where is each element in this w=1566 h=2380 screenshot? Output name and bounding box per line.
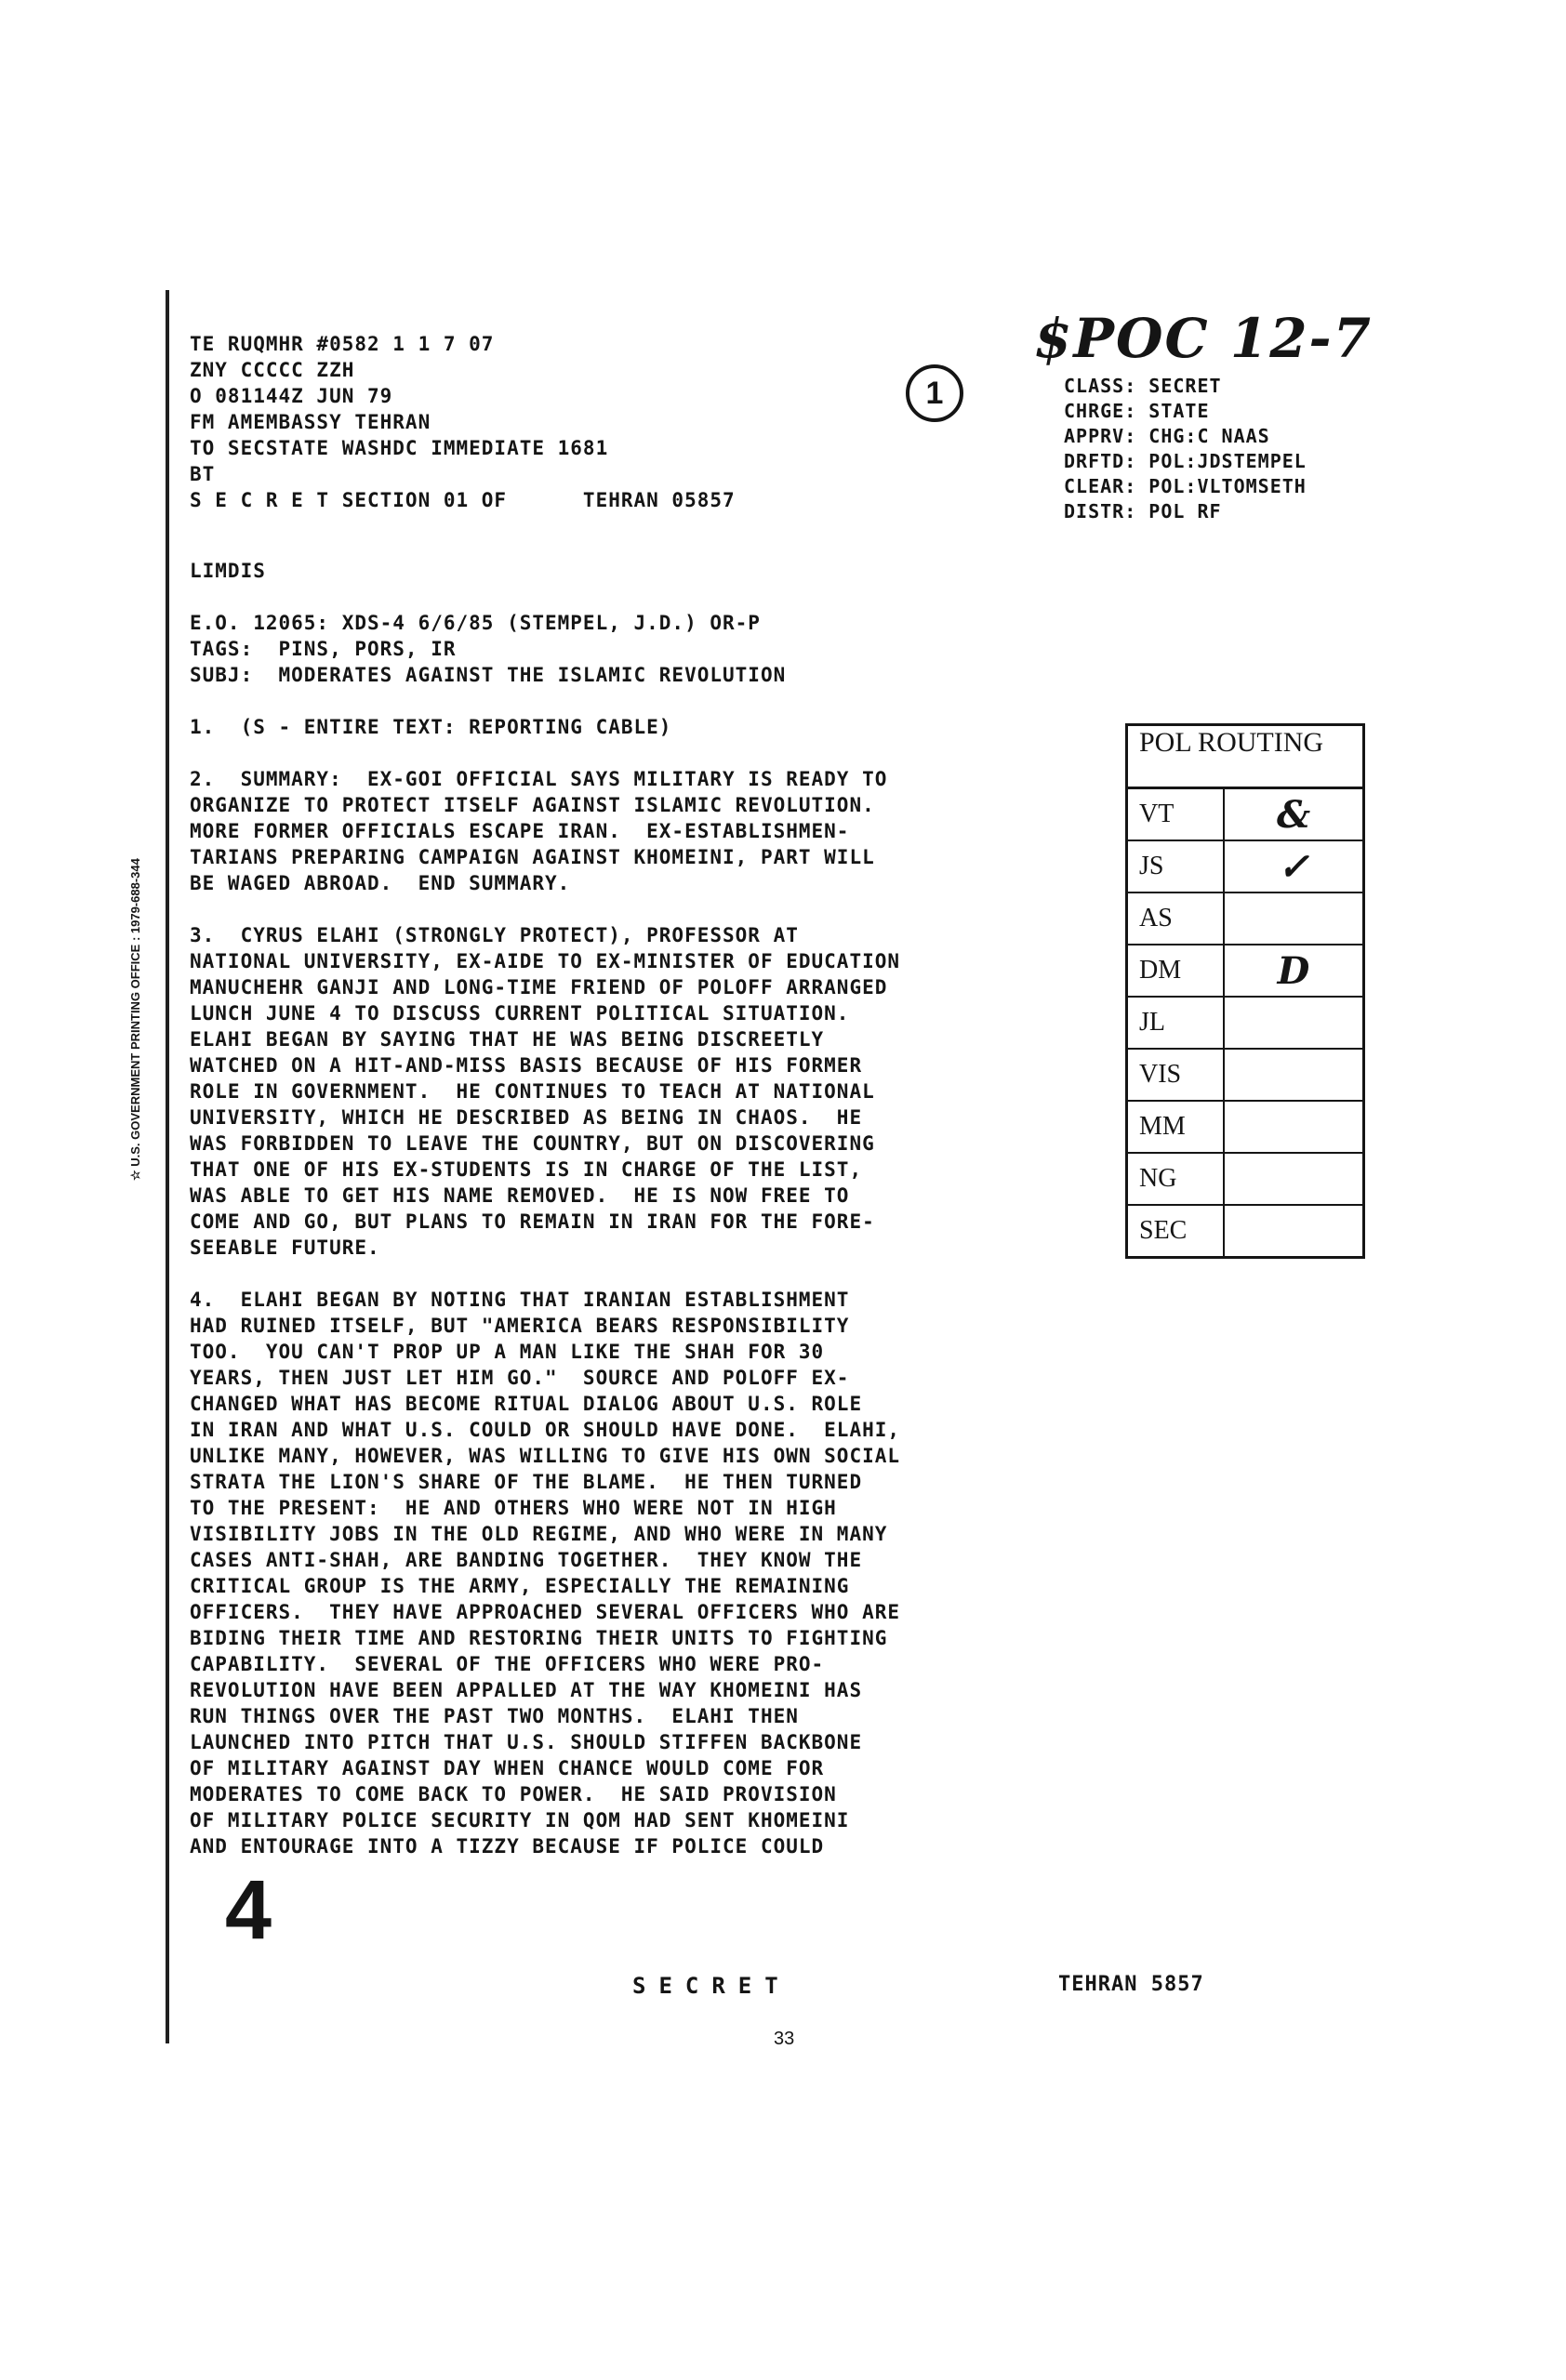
body-line: SUBJ: MODERATES AGAINST THE ISLAMIC REVOLUTION (190, 664, 787, 686)
routing-code: AS (1128, 893, 1225, 944)
routing-code: JL (1128, 998, 1225, 1048)
body-line: COME AND GO, BUT PLANS TO REMAIN IN IRAN FOR THE FORE- (190, 1210, 875, 1233)
pol-routing-box (1125, 723, 1365, 1259)
header-line: BT (190, 463, 216, 485)
routing-code: JS (1128, 841, 1225, 892)
routing-code: VIS (1128, 1050, 1225, 1100)
routing-initial-mark (1225, 998, 1362, 1048)
meta-line: DRFTD: POL:JDSTEMPEL (1064, 450, 1307, 472)
body-line: OFFICERS. THEY HAVE APPROACHED SEVERAL OFFICERS WHO ARE (190, 1601, 901, 1623)
routing-row (1128, 789, 1362, 841)
page-number: 33 (774, 2029, 795, 2049)
routing-initial-mark (1225, 893, 1362, 944)
routing-initial-mark (1225, 1154, 1362, 1204)
meta-line: CLASS: SECRET (1064, 375, 1222, 397)
body-line: NATIONAL UNIVERSITY, EX-AIDE TO EX-MINISTER OF EDUCATION (190, 950, 901, 972)
body-line: RUN THINGS OVER THE PAST TWO MONTHS. ELAHI THEN (190, 1705, 799, 1727)
body-line: AND ENTOURAGE INTO A TIZZY BECAUSE IF POLICE COULD (190, 1835, 825, 1858)
body-line: UNIVERSITY, WHICH HE DESCRIBED AS BEING IN CHAOS. HE (190, 1106, 863, 1129)
header-line: TE RUQMHR #0582 1 1 7 07 (190, 333, 495, 355)
routing-initial-mark: ✓ (1278, 844, 1309, 889)
header-line: ZNY CCCCC ZZH (190, 359, 355, 381)
body-line: TAGS: PINS, PORS, IR (190, 638, 457, 660)
gpo-printing-stamp: ☆ U.S. GOVERNMENT PRINTING OFFICE : 1979-688-344 (128, 858, 142, 1181)
footer-classification: SECRET (632, 1973, 791, 1999)
routing-initial-mark: D (1277, 948, 1310, 993)
body-line: WATCHED ON A HIT-AND-MISS BASIS BECAUSE OF HIS FORMER (190, 1054, 863, 1077)
body-line: CHANGED WHAT HAS BECOME RITUAL DIALOG ABOUT U.S. ROLE (190, 1393, 863, 1415)
body-line: MODERATES TO COME BACK TO POWER. HE SAID PROVISION (190, 1783, 837, 1805)
body-line: CASES ANTI-SHAH, ARE BANDING TOGETHER. THEY KNOW THE (190, 1549, 863, 1571)
body-line: MORE FORMER OFFICIALS ESCAPE IRAN. EX-ESTABLISHMEN- (190, 820, 850, 842)
routing-row (1128, 1102, 1362, 1154)
routing-row (1128, 1050, 1362, 1102)
routing-rows (1128, 789, 1362, 1256)
body-line: 1. (S - ENTIRE TEXT: REPORTING CABLE) (190, 716, 672, 738)
routing-row (1128, 1154, 1362, 1206)
body-line: BE WAGED ABROAD. END SUMMARY. (190, 872, 571, 894)
body-line: TO THE PRESENT: HE AND OTHERS WHO WERE NOT IN HIGH (190, 1497, 837, 1519)
routing-row (1128, 998, 1362, 1050)
body-line: IN IRAN AND WHAT U.S. COULD OR SHOULD HAVE DONE. ELAHI, (190, 1419, 901, 1441)
handwritten-file-code: $POC 12-7 (1034, 307, 1373, 370)
body-line: ORGANIZE TO PROTECT ITSELF AGAINST ISLAMIC REVOLUTION. (190, 794, 875, 816)
body-line: LAUNCHED INTO PITCH THAT U.S. SHOULD STIFFEN BACKBONE (190, 1731, 863, 1753)
routing-initial-mark (1225, 1050, 1362, 1100)
left-margin-bar (166, 290, 169, 2043)
body-line: REVOLUTION HAVE BEEN APPALLED AT THE WAY KHOMEINI HAS (190, 1679, 863, 1701)
routing-code: DM (1128, 945, 1225, 996)
routing-initial-mark: & (1276, 792, 1311, 837)
routing-initial-mark (1225, 1206, 1362, 1256)
body-line: LUNCH JUNE 4 TO DISCUSS CURRENT POLITICAL SITUATION. (190, 1002, 850, 1025)
header-line: O 081144Z JUN 79 (190, 385, 393, 407)
body-line: TARIANS PREPARING CAMPAIGN AGAINST KHOMEINI, PART WILL (190, 846, 875, 868)
body-line: SEEABLE FUTURE. (190, 1236, 380, 1259)
body-line: HAD RUINED ITSELF, BUT "AMERICA BEARS RESPONSIBILITY (190, 1315, 850, 1337)
body-line: VISIBILITY JOBS IN THE OLD REGIME, AND WHO WERE IN MANY (190, 1523, 888, 1545)
header-line: S E C R E T SECTION 01 OF TEHRAN 05857 (190, 489, 736, 511)
routing-row (1128, 1206, 1362, 1256)
routing-title: POL ROUTING (1128, 726, 1362, 789)
cable-header (190, 331, 915, 513)
body-line: TOO. YOU CAN'T PROP UP A MAN LIKE THE SHAH FOR 30 (190, 1341, 825, 1363)
body-line: 3. CYRUS ELAHI (STRONGLY PROTECT), PROFESSOR AT (190, 924, 799, 946)
routing-code: VT (1128, 789, 1225, 840)
body-line (190, 740, 1129, 766)
handwritten-page-number: 4 (225, 1864, 272, 1957)
header-line: TO SECSTATE WASHDC IMMEDIATE 1681 (190, 437, 609, 459)
body-line: CAPABILITY. SEVERAL OF THE OFFICERS WHO WERE PRO- (190, 1653, 825, 1675)
routing-code: SEC (1128, 1206, 1225, 1256)
circled-stamp-number: 1 (906, 364, 963, 422)
body-line: YEARS, THEN JUST LET HIM GO." SOURCE AND POLOFF EX- (190, 1367, 850, 1389)
meta-line: CLEAR: POL:VLTOMSETH (1064, 475, 1307, 497)
body-line: UNLIKE MANY, HOWEVER, WAS WILLING TO GIVE HIS OWN SOCIAL (190, 1445, 901, 1467)
body-line: BIDING THEIR TIME AND RESTORING THEIR UNITS TO FIGHTING (190, 1627, 888, 1649)
body-line: OF MILITARY AGAINST DAY WHEN CHANCE WOULD COME FOR (190, 1757, 825, 1779)
cable-body (190, 558, 1129, 1859)
routing-row (1128, 841, 1362, 893)
routing-row (1128, 893, 1362, 945)
body-line: ELAHI BEGAN BY SAYING THAT HE WAS BEING DISCREETLY (190, 1028, 825, 1051)
body-line: MANUCHEHR GANJI AND LONG-TIME FRIEND OF POLOFF ARRANGED (190, 976, 888, 998)
body-line: OF MILITARY POLICE SECURITY IN QOM HAD SENT KHOMEINI (190, 1809, 850, 1831)
body-line: WAS FORBIDDEN TO LEAVE THE COUNTRY, BUT ON DISCOVERING (190, 1132, 875, 1155)
header-line: FM AMEMBASSY TEHRAN (190, 411, 431, 433)
routing-row (1128, 945, 1362, 998)
body-line (190, 896, 1129, 922)
body-line: 4. ELAHI BEGAN BY NOTING THAT IRANIAN ESTABLISHMENT (190, 1289, 850, 1311)
routing-code: NG (1128, 1154, 1225, 1204)
body-line: THAT ONE OF HIS EX-STUDENTS IS IN CHARGE OF THE LIST, (190, 1158, 863, 1181)
body-line: CRITICAL GROUP IS THE ARMY, ESPECIALLY THE REMAINING (190, 1575, 850, 1597)
body-line: ROLE IN GOVERNMENT. HE CONTINUES TO TEACH AT NATIONAL (190, 1080, 875, 1103)
body-line: E.O. 12065: XDS-4 6/6/85 (STEMPEL, J.D.) OR-P (190, 612, 761, 634)
cable-metadata (1064, 374, 1371, 524)
meta-line: APPRV: CHG:C NAAS (1064, 425, 1270, 447)
body-line: LIMDIS (190, 560, 266, 582)
routing-code: MM (1128, 1102, 1225, 1152)
body-line: WAS ABLE TO GET HIS NAME REMOVED. HE IS NOW FREE TO (190, 1184, 850, 1207)
routing-initial-mark (1225, 1102, 1362, 1152)
body-line (190, 688, 1129, 714)
meta-line: DISTR: POL RF (1064, 500, 1222, 522)
meta-line: CHRGE: STATE (1064, 400, 1210, 422)
body-line: 2. SUMMARY: EX-GOI OFFICIAL SAYS MILITARY IS READY TO (190, 768, 888, 790)
footer-reference: TEHRAN 5857 (1058, 1973, 1204, 1996)
body-line (190, 584, 1129, 610)
body-line: STRATA THE LION'S SHARE OF THE BLAME. HE THEN TURNED (190, 1471, 863, 1493)
body-line (190, 1261, 1129, 1287)
